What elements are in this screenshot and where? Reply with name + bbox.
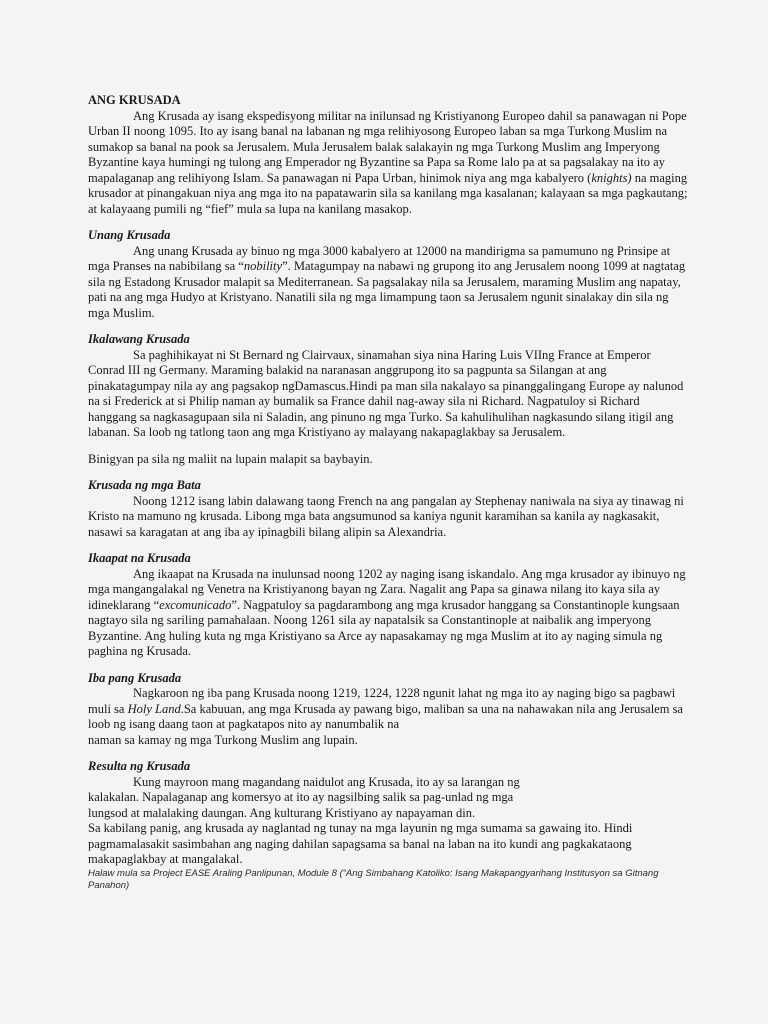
intro-text-2: na maging krusador at pinangakuan niya ang mga ito na papatawarin sila sa kanilang mga kasalanan; kalayaan sa mga pagkautang; at kalayaang pumili ng “fief” mula sa lupa na kanilang masakop. bbox=[88, 170, 688, 216]
ikaapat-text-2: ”. Nagpatuloy sa pagdarambong ang mga krusador hanggang sa Constantinople kungsaan nagtayo sila ng sariling pamahalaan. Noong 1261 sila ay napatalsik sa Constantinople at naibalik ang imperyong Byzantine. Ang huling kuta ng mga Kristiyano sa Arce ay napasakamay ng mga Muslim at ito ay naging simula ng paghina ng Krusada. bbox=[88, 597, 680, 658]
intro-text-1: Ang Krusada ay isang ekspedisyong militar na inilunsad ng Kristiyanong Europeo dahil sa panawagan ni Pope Urban II noong 1095. Ito ay isang banal na labanan ng mga relihiyosong Europeo laban sa mga Turkong Muslim na sumakop sa banal na pook sa Jerusalem. Mula Jerusalem balak salakayin ng mga Turkong Muslim ang Imperyong Byzantine kaya humingi ng tulong ang Emperador ng Byzantine sa Papa sa Rome lalo pa at sa pagsalakay na ito ay mapalaganap ang relihiyong Islam. Sa panawagan ni Papa Urban, hinimok niya ang mga kabalyero ( bbox=[88, 108, 687, 185]
unang-nobility-term: nobility bbox=[243, 259, 283, 273]
iba-text-2: .Sa kabuuan, ang mga Krusada ay pawang bigo, maliban sa una na nahawakan nila ang Jerusalem sa loob ng isang daang taon at pagkatapos nito ay nanumbalik na bbox=[88, 701, 683, 731]
document-title: ANG KRUSADA bbox=[88, 93, 181, 107]
intro-knights-term: knights) bbox=[591, 170, 632, 185]
resulta-line-2: kalakalan. Napalaganap ang komersyo at ito ay nagsilbing salik sa pag-unlad ng mga bbox=[88, 790, 514, 804]
heading-iba-pang-krusada: Iba pang Krusada bbox=[88, 670, 182, 685]
heading-ikalawang-krusada: Ikalawang Krusada bbox=[88, 332, 190, 346]
resulta-line-1: Kung mayroon mang magandang naidulot ang Krusada, ito ay sa larangan ng bbox=[133, 774, 520, 789]
heading-resulta-krusada: Resulta ng Krusada bbox=[88, 759, 191, 773]
heading-krusada-ng-mga-bata: Krusada ng mga Bata bbox=[88, 478, 201, 492]
ikalawang-krusada-paragraph: Sa paghihikayat ni St Bernard ng Clairvaux, sinamahan siya nina Haring Luis VIIng France at Emperor Conrad III ng Germany. Maraming balakid na naranasan anggrupong ito sa pagpunta sa Silangan at ang pinakatagumpay nila ay ang pagsakop ngDamascus.Hindi pa man sila nakalayo sa pinanggalingang Europe ay nalunod na si Frederick at si Philip naman ay bumalik sa France dahil nag-away sila ni Richard. Nagpatuloy si Richard hanggang sa nagkasagupaan sila ni Saladin, ang pinuno ng mga Turko. Sa kahulihulihan nagkasundo silang itigil ang labanan. Sa loob ng tatlong taon ang mga Kristiyano ay malayang nakapaglakbay sa Jerusalem. bbox=[88, 347, 684, 439]
intro-paragraph bbox=[88, 109, 688, 218]
unang-krusada-paragraph bbox=[88, 244, 688, 322]
source-citation: Halaw mula sa Project EASE Araling Panlipunan, Module 8 (“Ang Simbahang Katoliko: Isang Makapangyarihang Institusyon sa Gitnang Panahon) bbox=[88, 867, 659, 891]
resulta-line-4: Sa kabilang panig, ang krusada ay naglantad ng tunay na mga layunin ng mga sumama sa gawaing ito. Hindi pagmamalasakit sasimbahan ang naging dahilan sapagsama sa banal na laban na ito kundi ang pagkakataong makapaglakbay at mangalakal. bbox=[88, 821, 633, 866]
iba-krusada-line-2: naman sa kamay ng mga Turkong Muslim ang lupain. bbox=[88, 732, 358, 747]
unang-text-2: ”. Matagumpay na nabawi ng grupong ito ang Jerusalem noong 1099 at nagtatag sila ng Estadong Krusador malapit sa Mediterranean. Sa pagsalakay nila sa Jerusalem, maraming Muslim ang napatay, pati na ang mga Hudyo at Kristyano. Nanatili sila ng mga limampung taon sa Jerusalem ngunit sinalakay din sila ng mga Muslim. bbox=[88, 259, 686, 320]
ikalawang-extra-paragraph: Binigyan pa sila ng maliit na lupain malapit sa baybayin. bbox=[88, 451, 373, 466]
resulta-line-3: lungsod at malalaking daungan. Ang kulturang Kristiyano ay napayaman din. bbox=[88, 805, 476, 820]
ikaapat-krusada-paragraph bbox=[88, 567, 688, 660]
heading-ikaapat-krusada: Ikaapat na Krusada bbox=[88, 551, 191, 565]
iba-holy-land-term: Holy Land bbox=[127, 701, 181, 716]
unang-text-1: Ang unang Krusada ay binuo ng mga 3000 kabalyero at 12000 na mandirigma sa pamumuno ng Prinsipe at mga Pranses na nabibilang sa “ bbox=[88, 243, 671, 273]
heading-unang-krusada: Unang Krusada bbox=[88, 228, 171, 242]
iba-krusada-paragraph bbox=[88, 686, 688, 733]
ikaapat-excomunicado-term: excomunicado bbox=[159, 597, 232, 612]
ikaapat-text-1: Ang ikaapat na Krusada na inulunsad noong 1202 ay naging isang iskandalo. Ang mga krusador ay ibinuyo ng mga mangangalakal ng Venetra na Kristiyanong bayan ng Zara. Nagalit ang Papa sa ginawa nilang ito kaya sila ay idineklarang “ bbox=[88, 566, 686, 612]
bata-krusada-paragraph: Noong 1212 isang labin dalawang taong French na ang pangalan ay Stephenay naniwala na siya ay tinawag ni Kristo na mamuno ng krusada. Libong mga bata angsumunod sa kaniya ngunit karamihan sa kanila ay nagkasakit, nasawi sa karagatan at ang iba ay ipinagbili bilang alipin sa Alexandria. bbox=[88, 493, 684, 539]
iba-text-1: Nagkaroon ng iba pang Krusada noong 1219, 1224, 1228 ngunit lahat ng mga ito ay naging bigo sa pagbawi muli sa bbox=[88, 686, 676, 716]
